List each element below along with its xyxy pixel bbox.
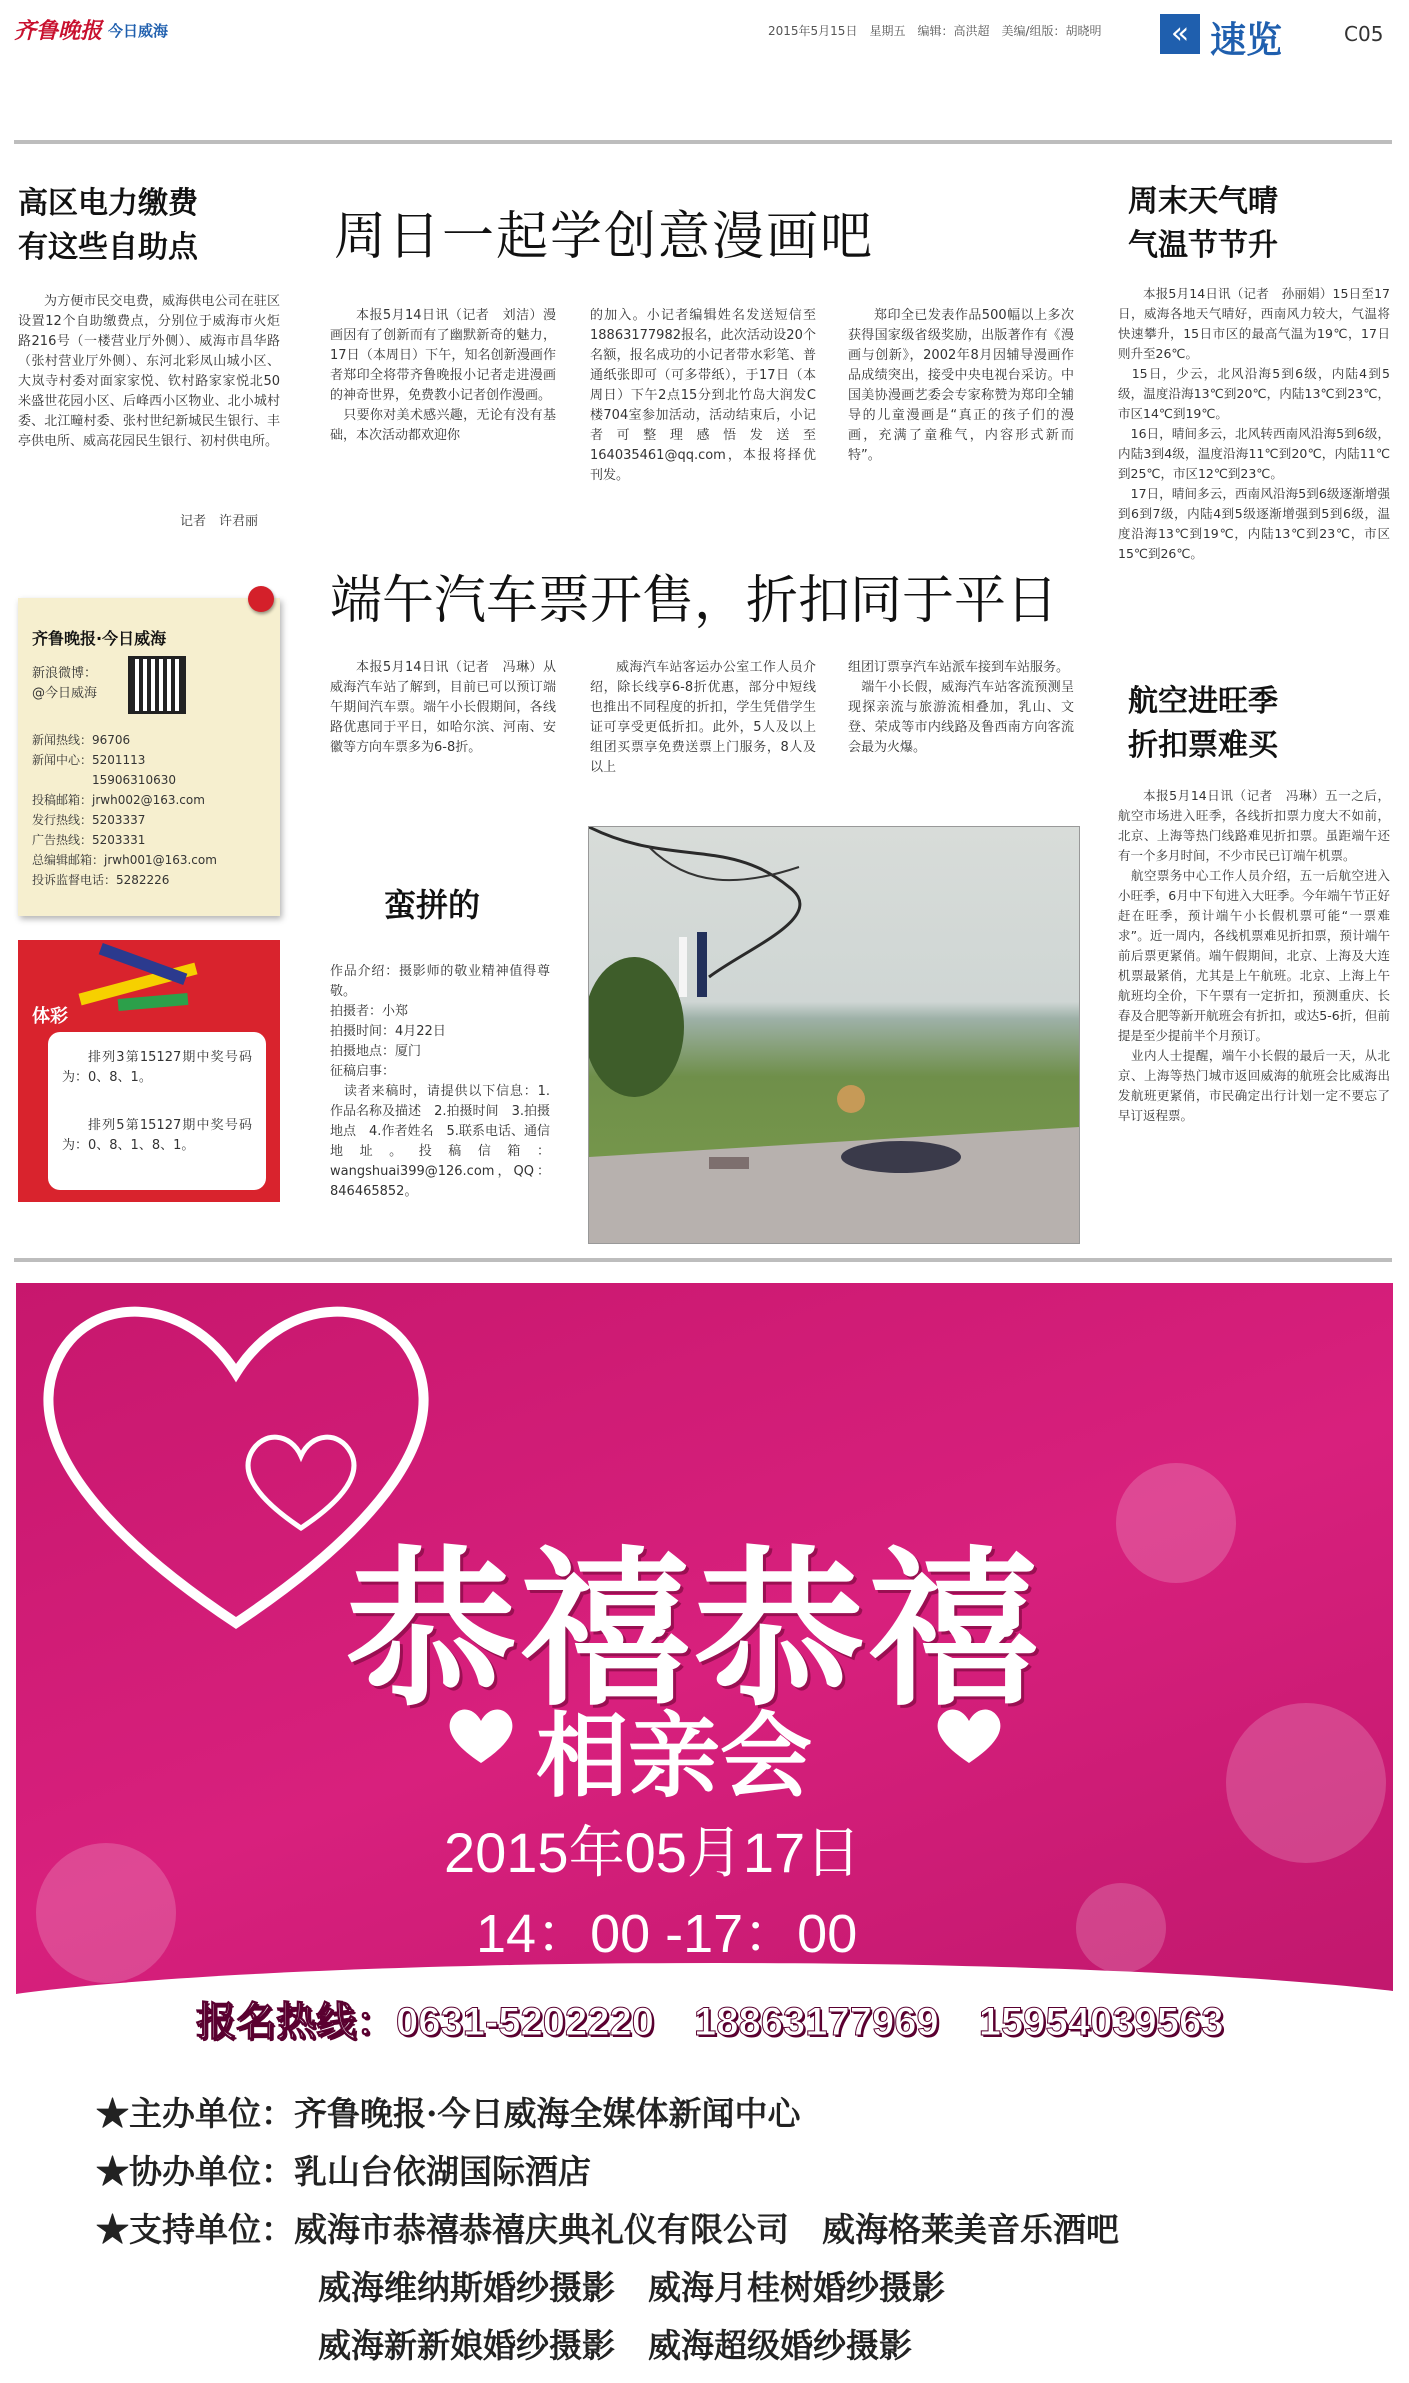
ad-support: ★支持单位：威海市恭禧恭禧庆典礼仪有限公司 威海格莱美音乐酒吧	[96, 2210, 1119, 2249]
weather-title-2: 气温节节升	[1128, 228, 1278, 263]
photo-caption: 作品介绍：摄影师的敬业精神值得尊敬。 拍摄者：小郑 拍摄时间：4月22日 拍摄地点：厦门 征稿启事： 读者来稿时，请提供以下信息：1.作品名称及描述 2.拍摄时间 3.拍摄地点 4.作者姓名 5.联系电话、通信地址。投稿信箱：wangshuai399@126.com，QQ：846465852。	[330, 964, 550, 1199]
contact-line: 新闻热线：96706	[32, 733, 131, 747]
chevron-left-icon: «	[1160, 14, 1200, 54]
article2-col2: 威海汽车站客运办公室工作人员介绍，除长线享6-8折优惠，部分中短线也推出不同程度的折扣，学生凭借学生证可享受更低折扣。此外，5人及以上组团买票享免费送票上门服务，8人及以上	[590, 660, 816, 775]
ad-date: 2015年05月17日	[444, 1821, 862, 1884]
contact-line: 15906310630	[32, 773, 176, 787]
qr-code-icon	[128, 656, 186, 714]
article1-col3: 郑印全已发表作品500幅以上多次获得国家级省级奖励，出版著作有《漫画与创新》，2002年8月因辅导漫画作品成绩突出，接受中央电视台采访。中国美协漫画艺委会专家称赞为郑印全辅导的儿童漫画是“真正的孩子们的漫画，充满了童稚气，内容形式新而特”。	[848, 308, 1074, 463]
page-number: C05	[1344, 22, 1384, 46]
ad-support-3: 威海新新娘婚纱摄影 威海超级婚纱摄影	[318, 2326, 912, 2365]
contact-note	[18, 598, 280, 916]
lottery-line-2: 排列5第15127期中奖号码为：0、8、1、8、1。	[62, 1118, 252, 1153]
heart-left-icon	[446, 1705, 516, 1767]
contact-line: 投稿邮箱：jrwh002@163.com	[32, 793, 205, 807]
weibo-handle: @今日威海	[32, 686, 98, 701]
ad-host: ★主办单位：齐鲁晚报·今日威海全媒体新闻中心	[96, 2094, 801, 2133]
header-logo: 齐鲁晚报	[14, 18, 103, 44]
heart-right-icon	[934, 1705, 1004, 1767]
contact-line: 总编辑邮箱：jrwh001@163.com	[32, 853, 217, 867]
weibo-label: 新浪微博：	[32, 666, 98, 681]
header-meta: 2015年5月15日 星期五 编辑：高洪超 美编/组版：胡晓明	[768, 24, 1102, 38]
pushpin-icon	[248, 586, 274, 612]
header-badge	[1160, 6, 1320, 62]
left-byline: 记者 许君丽	[180, 514, 259, 529]
ad-hotline: 报名热线：0631-5202220 18863177969 15954039563	[196, 2000, 1224, 2044]
header-section: 今日威海	[108, 22, 169, 40]
section-divider	[14, 1258, 1392, 1262]
contact-line: 发行热线：5203337	[32, 813, 146, 827]
contact-line: 投诉监督电话：5282226	[32, 873, 170, 887]
ad-banner	[16, 1283, 1393, 2373]
article1-title: 周日一起学创意漫画吧	[334, 207, 875, 267]
ad-subtitle: 相亲会	[536, 1702, 813, 1810]
left-body: 为方便市民交电费，威海供电公司在驻区设置12个自助缴费点，分别位于威海市火炬路216号（一楼营业厅外侧）、威海市昌华路（张村营业厅外侧）、东河北彩凤山城小区、大岚寺村委对面家家悦、钦村路家家悦北50米盛世花园小区、后峰西小区物业、北小城村委、北江疃村委、张村世纪新城民生银行、丰亭供电所、威高花园民生银行、初村供电所。	[18, 294, 280, 449]
air-title-2: 折扣票难买	[1128, 728, 1278, 763]
article2-col1: 本报5月14日讯（记者 冯琳）从威海汽车站了解到，目前已可以预订端午期间汽车票。端午小长假期间，各线路优惠同于平日，如哈尔滨、河南、安徽等方向车票多为6-8折。	[330, 660, 556, 755]
ad-headline: 恭禧恭禧	[346, 1530, 1043, 1730]
badge-text: 速览	[1210, 20, 1283, 61]
article2-title: 端午汽车票开售，折扣同于平日	[330, 571, 1059, 631]
lottery-line-1: 排列3第15127期中奖号码为：0、8、1。	[62, 1050, 252, 1085]
photo-title: 蛮拼的	[384, 886, 481, 924]
article1-col1: 本报5月14日讯（记者 刘洁）漫画因有了创新而有了幽默新奇的魅力，17日（本周日）下午，知名创新漫画作者郑印全将带齐鲁晚报小记者走进漫画的神奇世界，免费教小记者创作漫画。 只要你对美术感兴趣，无论有没有基础，本次活动都欢迎你	[330, 308, 556, 443]
air-title-1: 航空进旺季	[1128, 684, 1278, 719]
small-heart-icon	[241, 1428, 361, 1538]
weather-body: 本报5月14日讯（记者 孙丽娟）15日至17日，威海各地天气晴好，西南风力较大，气温将快速攀升，15日市区的最高气温为19℃，17日则升至26℃。 15日，少云，北风沿海5到6级，内陆4到5级，温度沿海13℃到20℃，内陆13℃到23℃，市区14℃到19℃。 16日，晴间多云，北风转西南风沿海5到6级，内陆3到4级，温度沿海11℃到20℃，内陆11℃到25℃，市区12℃到23℃。 17日，晴间多云，西南风沿海5到6级逐渐增强到6到7级，内陆4到5级逐渐增强到5到6级，温度沿海13℃到19℃，内陆13℃到23℃，市区15℃到26℃。	[1118, 286, 1390, 561]
ad-support-2: 威海维纳斯婚纱摄影 威海月桂树婚纱摄影	[318, 2268, 945, 2307]
ad-cohost: ★协办单位：乳山台依湖国际酒店	[96, 2152, 591, 2191]
weather-title-1: 周末天气晴	[1128, 184, 1278, 219]
contact-line: 新闻中心：5201113	[32, 753, 146, 767]
air-body: 本报5月14日讯（记者 冯琳）五一之后，航空市场进入旺季，各线折扣票力度大不如前，北京、上海等热门线路难见折扣票。虽距端午还有一个多月时间，不少市民已订端午机票。 航空票务中心工作人员介绍，五一后航空进入小旺季，6月中下旬进入大旺季。今年端午节正好赶在旺季，预计端午小长假机票可能“一票难求”。近一周内，各线机票难见折扣票，预计端午前后票更紧俏。端午假期间，北京、上海及大连机票最紧俏，尤其是上午航班。北京、上海上午航班均全价，下午票有一定折扣，预测重庆、长春及合肥等新开航班会有折扣，或达5-6折，但前提是至少提前半个月预订。 业内人士提醒，端午小长假的最后一天，从北京、上海等热门城市返回威海的航班会比威海出发航班更紧俏，市民确定出行计划一定不要忘了早订返程票。	[1118, 788, 1390, 1123]
left-title-2: 有这些自助点	[18, 230, 198, 265]
news-photo	[588, 826, 1080, 1244]
left-title-1: 高区电力缴费	[18, 186, 198, 221]
article2-col3: 组团订票享汽车站派车接到车站服务。 端午小长假，威海汽车站客流预测呈现探亲流与旅游流相叠加，乳山、文登、荣成等市内线路及鲁西南方向客流会最为火爆。	[848, 660, 1074, 755]
contact-line: 广告热线：5203331	[32, 833, 146, 847]
ad-time: 14：00 -17：00	[476, 1904, 858, 1964]
lottery-box	[18, 940, 280, 1202]
article1-col2: 的加入。小记者编辑姓名发送短信至18863177982报名，此次活动设20个名额，报名成功的小记者带水彩笔、普通纸张即可（可多带纸），于17日（本周日）下午2点15分到北竹岛大润发C楼704室参加活动，活动结束后，小记者可整理感悟发送至164035461@qq.com，本报将择优刊发。	[590, 308, 816, 483]
lottery-logo-icon	[78, 948, 198, 1018]
lottery-label: 体彩	[32, 1006, 68, 1027]
contact-title: 齐鲁晚报·今日威海	[32, 629, 167, 648]
header-divider	[14, 140, 1392, 144]
lottery-inner	[48, 1032, 266, 1190]
